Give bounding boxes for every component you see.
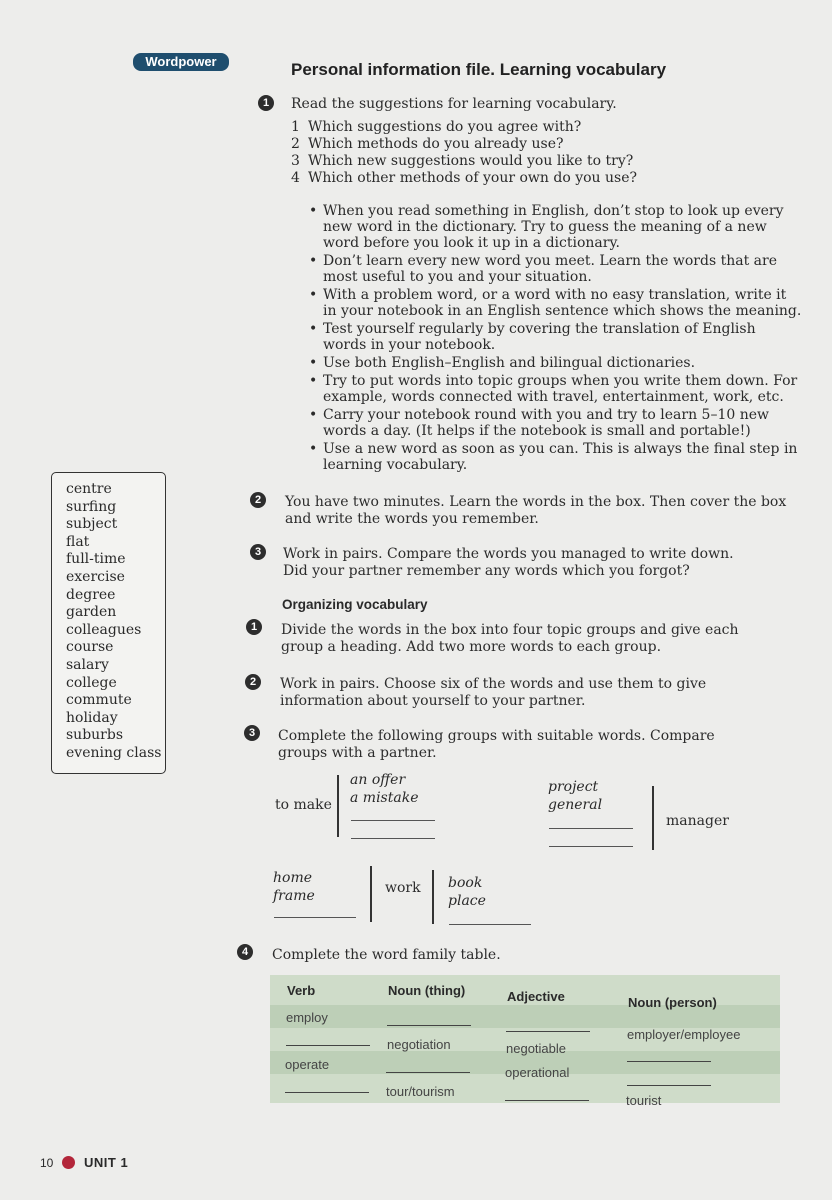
unit-label: UNIT 1 bbox=[84, 1155, 129, 1170]
unit-dot-icon bbox=[62, 1156, 75, 1169]
word-box-item: garden bbox=[66, 604, 117, 621]
question-item: 4 Which other methods of your own do you use? bbox=[291, 170, 637, 186]
table-cell: tour/tourism bbox=[386, 1084, 455, 1099]
table-cell: employer/employee bbox=[627, 1027, 741, 1042]
question-item: 3 Which new suggestions would you like to try? bbox=[291, 153, 634, 169]
blank-line bbox=[627, 1061, 711, 1062]
word-box-item: commute bbox=[66, 692, 132, 709]
group-word: project bbox=[548, 779, 599, 795]
word-box-item: flat bbox=[66, 533, 90, 550]
suggestion-item: • Carry your notebook round with you and try to learn 5–10 new words a day. (It helps if the notebook is small and portable!) bbox=[307, 407, 802, 439]
exercise-number-1: 1 bbox=[258, 95, 274, 111]
organizing-2-instruction: Work in pairs. Choose six of the words and use them to give information about yourself to your partner. bbox=[280, 676, 707, 709]
word-family-table bbox=[270, 975, 780, 1108]
blank-line bbox=[286, 1045, 370, 1046]
word-box-item: exercise bbox=[66, 568, 125, 585]
group-word: a mistake bbox=[350, 790, 419, 806]
page-title: Personal information file. Learning vocabulary bbox=[291, 60, 667, 79]
table-header: Verb bbox=[287, 983, 316, 998]
group-label-manager: manager bbox=[666, 813, 729, 829]
organizing-1-instruction: Divide the words in the box into four topic groups and give each group a heading. Add two more words to each group. bbox=[281, 622, 739, 655]
word-box-item: suburbs bbox=[66, 727, 124, 744]
suggestion-item: • Try to put words into topic groups when you write them down. For example, words connected with travel, entertainment, work, etc. bbox=[307, 373, 802, 405]
suggestion-item: • Use both English–English and bilingual dictionaries. bbox=[307, 355, 802, 371]
table-header: Adjective bbox=[507, 989, 565, 1004]
blank-line bbox=[386, 1072, 470, 1073]
table-cell: tourist bbox=[626, 1093, 662, 1108]
word-box-item: full-time bbox=[66, 551, 126, 568]
blank-line bbox=[506, 1031, 590, 1032]
blank-line bbox=[549, 828, 633, 829]
group-divider bbox=[370, 866, 372, 922]
word-box-item: college bbox=[66, 674, 117, 691]
word-box-item: centre bbox=[66, 481, 112, 497]
exercise-number-4: 4 bbox=[237, 944, 253, 960]
exercise-1-instruction: Read the suggestions for learning vocabulary. bbox=[291, 96, 617, 112]
word-box-item: degree bbox=[66, 586, 116, 603]
table-header: Noun (person) bbox=[628, 995, 717, 1010]
group-divider bbox=[652, 786, 654, 850]
blank-line bbox=[505, 1100, 589, 1101]
exercise-number-2: 2 bbox=[245, 674, 261, 690]
group-word: general bbox=[548, 797, 603, 813]
table-cell: employ bbox=[286, 1010, 328, 1025]
suggestion-item: • Test yourself regularly by covering the translation of English words in your notebook. bbox=[307, 321, 802, 353]
word-box-item: colleagues bbox=[66, 621, 142, 638]
suggestion-item: • With a problem word, or a word with no easy translation, write it in your notebook in an English sentence which shows the meaning. bbox=[307, 287, 802, 319]
word-box-item: subject bbox=[66, 516, 118, 533]
table-cell: negotiation bbox=[387, 1037, 451, 1052]
blank-line bbox=[549, 846, 633, 847]
exercise-number-3: 3 bbox=[250, 544, 266, 560]
question-item: 2 Which methods do you already use? bbox=[291, 136, 564, 152]
group-label-make: to make bbox=[275, 797, 332, 813]
word-box-item: evening class bbox=[66, 744, 162, 761]
blank-line bbox=[351, 838, 435, 839]
blank-line bbox=[351, 820, 435, 821]
suggestions-list bbox=[307, 203, 802, 475]
word-box-item: surfing bbox=[66, 498, 117, 515]
table-cell: operate bbox=[285, 1057, 330, 1072]
question-item: 1 Which suggestions do you agree with? bbox=[291, 119, 582, 135]
group-word: home bbox=[273, 870, 313, 886]
table-cell: negotiable bbox=[506, 1041, 566, 1056]
suggestion-item: • Use a new word as soon as you can. This is always the final step in learning vocabulary. bbox=[307, 441, 802, 473]
blank-line bbox=[627, 1085, 711, 1086]
question-list bbox=[291, 119, 637, 187]
exercise-number-2: 2 bbox=[250, 492, 266, 508]
organizing-4-instruction: Complete the word family table. bbox=[272, 947, 501, 963]
suggestion-item: • When you read something in English, don’t stop to look up every new word in the dictionary. Try to guess the meaning of a new word before you look it up in a dictionary. bbox=[307, 203, 802, 251]
suggestion-item: • Don’t learn every new word you meet. Learn the words that are most useful to you and your situation. bbox=[307, 253, 802, 285]
group-label-work: work bbox=[385, 880, 421, 896]
page-number: 10 bbox=[40, 1156, 54, 1170]
group-divider bbox=[432, 870, 434, 924]
group-word: book bbox=[448, 875, 483, 891]
exercise-number-1: 1 bbox=[246, 619, 262, 635]
blank-line bbox=[274, 917, 356, 918]
word-box-item: holiday bbox=[66, 709, 118, 726]
exercise-number-3: 3 bbox=[244, 725, 260, 741]
table-header: Noun (thing) bbox=[388, 983, 466, 998]
wordpower-badge: Wordpower bbox=[133, 53, 229, 71]
group-divider bbox=[337, 775, 339, 837]
group-word: an offer bbox=[350, 772, 406, 788]
word-box-item: course bbox=[66, 639, 114, 656]
blank-line bbox=[449, 924, 531, 925]
group-word: place bbox=[448, 893, 486, 909]
group-word: frame bbox=[273, 888, 315, 904]
table-cell: operational bbox=[505, 1065, 570, 1080]
exercise-3-instruction: Work in pairs. Compare the words you managed to write down. Did your partner remember any words which you forgot? bbox=[283, 546, 734, 579]
section-heading: Organizing vocabulary bbox=[282, 597, 428, 612]
organizing-3-instruction: Complete the following groups with suitable words. Compare groups with a partner. bbox=[278, 728, 715, 761]
blank-line bbox=[387, 1025, 471, 1026]
word-box bbox=[51, 472, 166, 774]
exercise-2-instruction: You have two minutes. Learn the words in the box. Then cover the box and write the words you remember. bbox=[285, 494, 787, 527]
word-box-item: salary bbox=[66, 656, 109, 673]
blank-line bbox=[285, 1092, 369, 1093]
